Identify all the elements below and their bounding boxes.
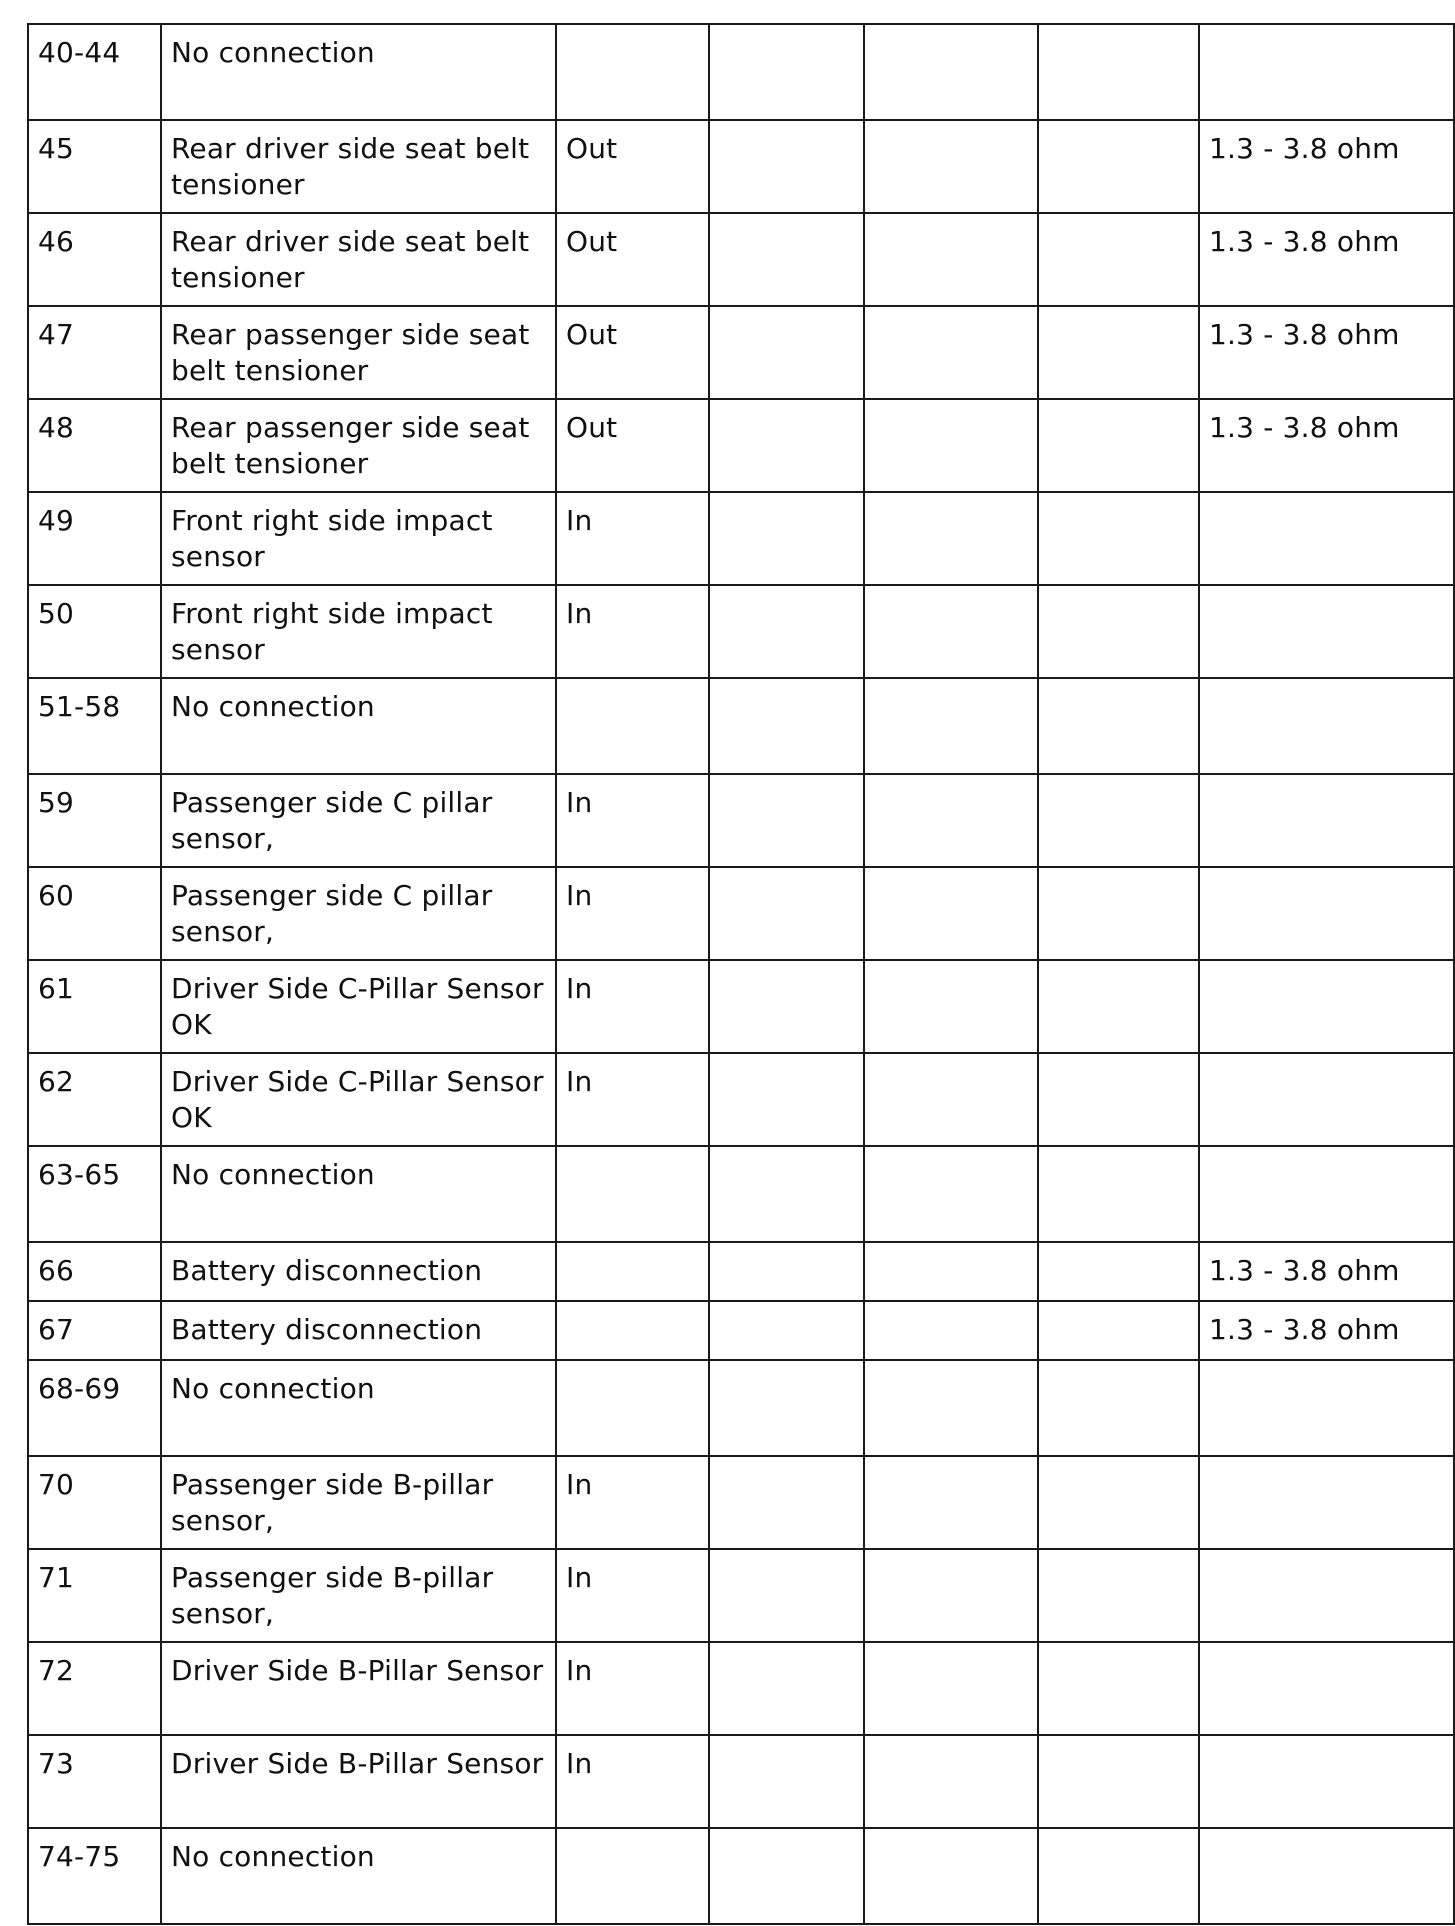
description-cell: Driver Side B-Pillar Sensor (161, 1642, 556, 1735)
table-row (28, 1456, 1454, 1549)
table-row (28, 678, 1454, 774)
description-cell: Battery disconnection (161, 1301, 556, 1360)
description-cell: Passenger side C pillar sensor, (161, 774, 556, 867)
empty-cell (1038, 399, 1199, 492)
table-row (28, 1053, 1454, 1146)
empty-cell (1038, 1360, 1199, 1456)
resistance-value-cell (1199, 1735, 1454, 1828)
description-cell: Front right side impact sensor (161, 492, 556, 585)
direction-cell (556, 24, 709, 120)
pin-number-cell: 68-69 (28, 1360, 161, 1456)
empty-cell (864, 492, 1038, 585)
description-cell: Passenger side C pillar sensor, (161, 867, 556, 960)
direction-cell: In (556, 1642, 709, 1735)
table-row (28, 24, 1454, 120)
pin-number-cell: 59 (28, 774, 161, 867)
direction-cell: In (556, 1456, 709, 1549)
empty-cell (709, 213, 864, 306)
empty-cell (864, 1360, 1038, 1456)
empty-cell (1038, 960, 1199, 1053)
pin-number-cell: 47 (28, 306, 161, 399)
resistance-value-cell (1199, 24, 1454, 120)
pin-number-cell: 74-75 (28, 1828, 161, 1924)
table-row (28, 306, 1454, 399)
direction-cell: Out (556, 120, 709, 213)
empty-cell (1038, 678, 1199, 774)
pin-number-cell: 61 (28, 960, 161, 1053)
empty-cell (864, 1456, 1038, 1549)
direction-cell: In (556, 492, 709, 585)
direction-cell (556, 1146, 709, 1242)
direction-cell: Out (556, 399, 709, 492)
resistance-value-cell (1199, 1828, 1454, 1924)
resistance-value-cell (1199, 1146, 1454, 1242)
empty-cell (864, 960, 1038, 1053)
pin-number-cell: 67 (28, 1301, 161, 1360)
direction-cell (556, 1301, 709, 1360)
empty-cell (864, 867, 1038, 960)
direction-cell (556, 1828, 709, 1924)
resistance-value-cell: 1.3 - 3.8 ohm (1199, 1301, 1454, 1360)
empty-cell (864, 1146, 1038, 1242)
empty-cell (1038, 1242, 1199, 1301)
empty-cell (1038, 1549, 1199, 1642)
description-cell: No connection (161, 1146, 556, 1242)
table-row (28, 1642, 1454, 1735)
empty-cell (1038, 1053, 1199, 1146)
resistance-value-cell: 1.3 - 3.8 ohm (1199, 120, 1454, 213)
direction-cell (556, 1360, 709, 1456)
direction-cell: Out (556, 306, 709, 399)
empty-cell (1038, 1828, 1199, 1924)
resistance-value-cell (1199, 678, 1454, 774)
table-row (28, 492, 1454, 585)
description-cell: No connection (161, 24, 556, 120)
table-row (28, 1828, 1454, 1924)
description-cell: No connection (161, 1828, 556, 1924)
direction-cell (556, 1242, 709, 1301)
empty-cell (709, 399, 864, 492)
empty-cell (1038, 1642, 1199, 1735)
empty-cell (709, 774, 864, 867)
resistance-value-cell (1199, 867, 1454, 960)
empty-cell (709, 1053, 864, 1146)
empty-cell (709, 1642, 864, 1735)
direction-cell: In (556, 585, 709, 678)
empty-cell (864, 24, 1038, 120)
table-row (28, 585, 1454, 678)
empty-cell (864, 1549, 1038, 1642)
empty-cell (709, 1549, 864, 1642)
empty-cell (864, 1828, 1038, 1924)
description-cell: Driver Side C-Pillar Sensor OK (161, 1053, 556, 1146)
pinout-table-body (28, 24, 1454, 1924)
direction-cell: In (556, 1735, 709, 1828)
direction-cell: In (556, 1053, 709, 1146)
resistance-value-cell (1199, 1053, 1454, 1146)
resistance-value-cell: 1.3 - 3.8 ohm (1199, 399, 1454, 492)
table-row (28, 213, 1454, 306)
direction-cell: In (556, 960, 709, 1053)
resistance-value-cell (1199, 1456, 1454, 1549)
direction-cell: In (556, 1549, 709, 1642)
empty-cell (864, 399, 1038, 492)
empty-cell (1038, 306, 1199, 399)
empty-cell (864, 585, 1038, 678)
pin-number-cell: 62 (28, 1053, 161, 1146)
table-row (28, 867, 1454, 960)
empty-cell (709, 306, 864, 399)
pinout-table (27, 23, 1455, 1925)
empty-cell (709, 492, 864, 585)
empty-cell (1038, 585, 1199, 678)
empty-cell (709, 1360, 864, 1456)
description-cell: Rear driver side seat belt tensioner (161, 120, 556, 213)
direction-cell (556, 678, 709, 774)
description-cell: Driver Side C-Pillar Sensor OK (161, 960, 556, 1053)
empty-cell (1038, 120, 1199, 213)
description-cell: Front right side impact sensor (161, 585, 556, 678)
empty-cell (864, 774, 1038, 867)
empty-cell (1038, 867, 1199, 960)
resistance-value-cell (1199, 492, 1454, 585)
empty-cell (1038, 774, 1199, 867)
resistance-value-cell (1199, 960, 1454, 1053)
pin-number-cell: 45 (28, 120, 161, 213)
pin-number-cell: 46 (28, 213, 161, 306)
table-row (28, 399, 1454, 492)
empty-cell (1038, 1301, 1199, 1360)
description-cell: Rear passenger side seat belt tensioner (161, 399, 556, 492)
pin-number-cell: 66 (28, 1242, 161, 1301)
direction-cell: In (556, 867, 709, 960)
pin-number-cell: 71 (28, 1549, 161, 1642)
empty-cell (864, 306, 1038, 399)
pin-number-cell: 40-44 (28, 24, 161, 120)
table-row (28, 1549, 1454, 1642)
empty-cell (709, 960, 864, 1053)
empty-cell (864, 678, 1038, 774)
resistance-value-cell: 1.3 - 3.8 ohm (1199, 1242, 1454, 1301)
resistance-value-cell (1199, 774, 1454, 867)
direction-cell: In (556, 774, 709, 867)
empty-cell (864, 120, 1038, 213)
empty-cell (709, 1146, 864, 1242)
empty-cell (709, 1456, 864, 1549)
empty-cell (864, 213, 1038, 306)
empty-cell (709, 1242, 864, 1301)
empty-cell (1038, 1456, 1199, 1549)
empty-cell (1038, 1146, 1199, 1242)
table-row (28, 774, 1454, 867)
table-row (28, 1735, 1454, 1828)
description-cell: Passenger side B-pillar sensor, (161, 1456, 556, 1549)
resistance-value-cell: 1.3 - 3.8 ohm (1199, 306, 1454, 399)
empty-cell (1038, 492, 1199, 585)
empty-cell (1038, 24, 1199, 120)
resistance-value-cell (1199, 1642, 1454, 1735)
pin-number-cell: 48 (28, 399, 161, 492)
pin-number-cell: 50 (28, 585, 161, 678)
pinout-table-container (27, 23, 1455, 1925)
description-cell: Rear passenger side seat belt tensioner (161, 306, 556, 399)
description-cell: Rear driver side seat belt tensioner (161, 213, 556, 306)
empty-cell (709, 1301, 864, 1360)
pin-number-cell: 63-65 (28, 1146, 161, 1242)
description-cell: Passenger side B-pillar sensor, (161, 1549, 556, 1642)
empty-cell (709, 585, 864, 678)
pin-number-cell: 70 (28, 1456, 161, 1549)
resistance-value-cell (1199, 585, 1454, 678)
description-cell: Battery disconnection (161, 1242, 556, 1301)
table-row (28, 960, 1454, 1053)
empty-cell (864, 1053, 1038, 1146)
empty-cell (864, 1242, 1038, 1301)
empty-cell (864, 1301, 1038, 1360)
pin-number-cell: 72 (28, 1642, 161, 1735)
description-cell: No connection (161, 678, 556, 774)
pin-number-cell: 73 (28, 1735, 161, 1828)
empty-cell (709, 120, 864, 213)
empty-cell (1038, 213, 1199, 306)
description-cell: No connection (161, 1360, 556, 1456)
description-cell: Driver Side B-Pillar Sensor (161, 1735, 556, 1828)
pin-number-cell: 51-58 (28, 678, 161, 774)
empty-cell (709, 1828, 864, 1924)
empty-cell (709, 24, 864, 120)
resistance-value-cell: 1.3 - 3.8 ohm (1199, 213, 1454, 306)
empty-cell (709, 678, 864, 774)
empty-cell (864, 1642, 1038, 1735)
direction-cell: Out (556, 213, 709, 306)
empty-cell (864, 1735, 1038, 1828)
pin-number-cell: 60 (28, 867, 161, 960)
pin-number-cell: 49 (28, 492, 161, 585)
table-row (28, 1301, 1454, 1360)
table-row (28, 1360, 1454, 1456)
empty-cell (709, 867, 864, 960)
empty-cell (709, 1735, 864, 1828)
table-row (28, 1146, 1454, 1242)
resistance-value-cell (1199, 1549, 1454, 1642)
empty-cell (1038, 1735, 1199, 1828)
table-row (28, 120, 1454, 213)
table-row (28, 1242, 1454, 1301)
resistance-value-cell (1199, 1360, 1454, 1456)
